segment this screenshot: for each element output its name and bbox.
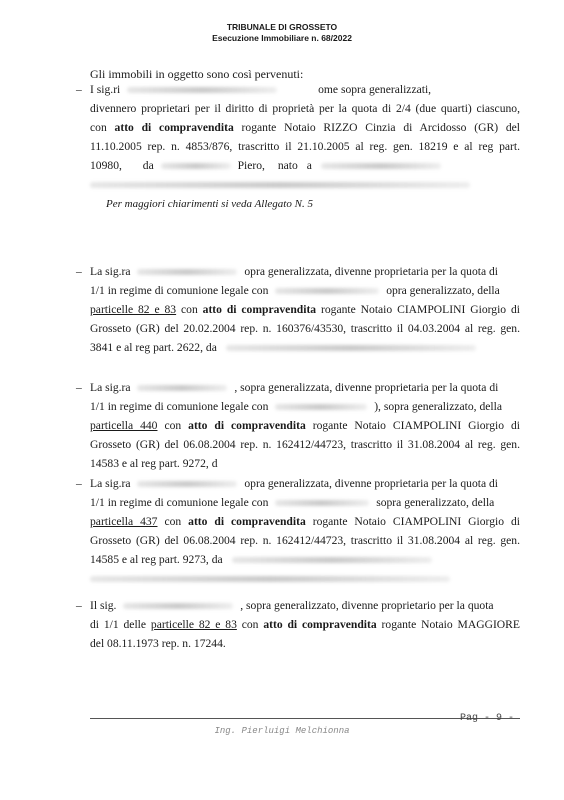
parcel-reference: particella 437: [90, 515, 158, 528]
item-text: La sig.ra: [90, 381, 131, 394]
item-text: , sopra generalizzata, divenne proprietaria per la quota di: [234, 381, 499, 394]
item-text: Grosseto (GR) del 20.02.2004 rep. n. 160376/43530, trascritto il 04.03.2004 al reg. gen.: [90, 322, 520, 335]
redacted-text: [275, 404, 367, 410]
item-text: con: [164, 419, 182, 432]
item-text: 10980,: [90, 159, 122, 172]
redacted-text: [137, 385, 227, 391]
item-text: opra generalizzato, della: [386, 284, 500, 297]
redacted-text: [275, 288, 379, 294]
author-signature: Ing. Pierluigi Melchionna: [214, 726, 350, 736]
provenance-item-2: [76, 262, 520, 357]
intro-text: Gli immobili in oggetto sono così pervenuti:: [90, 67, 304, 81]
court-name: TRIBUNALE DI GROSSETO: [226, 22, 338, 32]
bullet: –: [76, 265, 82, 278]
item-text: 1/1 in regime di comunione legale con: [90, 284, 269, 297]
parcel-reference: particelle 82 e 83: [150, 618, 237, 631]
item-text: ), sopra generalizzato, della: [374, 400, 502, 413]
item-text: rogante Notaio CIAMPOLINI Giorgio di: [312, 515, 520, 528]
item-text: 11.10.2005 rep. n. 4853/876, trascritto il 21.10.2005 al reg. gen. 18219 e al reg part.: [90, 140, 520, 153]
redacted-text: [226, 345, 476, 351]
item-text: a: [306, 159, 312, 172]
item-text: I sig.ri: [90, 83, 121, 96]
redacted-text: [123, 603, 233, 609]
redacted-text: [137, 269, 237, 275]
item-text: di 1/1 delle: [90, 618, 147, 631]
parcel-reference: particella 440: [90, 419, 158, 432]
bullet: –: [76, 381, 82, 394]
item-text: Grosseto (GR) del 06.08.2004 rep. n. 162412/44723, trascritto il 31.08.2004 al reg. gen.: [90, 534, 520, 547]
redacted-text: [137, 481, 237, 487]
item-text: rogante Notaio CIAMPOLINI Giorgio di: [321, 303, 520, 316]
item-text: da: [142, 159, 154, 172]
parcel-reference: particelle 82 e 83: [90, 303, 177, 316]
item-text: 14585 e al reg part. 9273, da: [90, 553, 223, 566]
item-text: 1/1 in regime di comunione legale con: [90, 400, 269, 413]
bullet: –: [76, 599, 82, 612]
item-text: con: [164, 515, 182, 528]
provenance-item-3: [76, 378, 520, 473]
item-text: del 08.11.1973 rep. n. 17244.: [90, 637, 226, 650]
item-text: divennero proprietari per il diritto di proprietà per la quota di 2/4 (due quarti) ciascuno,: [90, 102, 520, 115]
item-text: Piero,: [237, 159, 265, 172]
deed-type: atto di compravendita: [263, 618, 377, 631]
deed-type: atto di compravendita: [202, 303, 317, 316]
item-text: sopra generalizzato, della: [376, 496, 495, 509]
redacted-text: [275, 500, 369, 506]
item-text: rogante Notaio CIAMPOLINI Giorgio di: [312, 419, 520, 432]
item-text: Grosseto (GR) del 06.08.2004 rep. n. 162412/44723, trascritto il 31.08.2004 al reg. gen.: [90, 438, 520, 451]
redacted-text: [321, 163, 441, 169]
provenance-item-4: [76, 474, 520, 588]
item-text: Il sig.: [90, 599, 117, 612]
item-text: opra generalizzata, divenne proprietaria per la quota di: [244, 477, 499, 490]
item-text: opra generalizzata, divenne proprietaria per la quota di: [244, 265, 499, 278]
item-text: con: [241, 618, 259, 631]
redacted-text: [127, 87, 277, 93]
deed-type: atto di compravendita: [188, 419, 306, 432]
deed-type: atto di compravendita: [188, 515, 306, 528]
item-text: con: [181, 303, 198, 316]
item-text: con: [90, 121, 107, 134]
document-header: [0, 22, 564, 44]
item-text: 3841 e al reg part. 2622, da: [90, 341, 217, 354]
footer-divider: [90, 718, 520, 719]
item-text: ome sopra generalizzati,: [318, 83, 432, 96]
page-number: Pag - 9 -: [459, 713, 514, 724]
item-text: 14583 e al reg part. 9272, d: [90, 457, 218, 470]
redacted-text: [90, 182, 470, 188]
provenance-item-5: [76, 596, 520, 653]
deed-type: atto di compravendita: [114, 121, 234, 134]
item-text: nato: [277, 159, 298, 172]
bullet: –: [76, 83, 82, 96]
bullet: –: [76, 477, 82, 490]
provenance-item-1: [76, 80, 521, 194]
redacted-text: [90, 576, 450, 582]
annex-reference: Per maggiori chiarimenti si veda Allegato N. 5: [106, 198, 313, 210]
item-text: 1/1 in regime di comunione legale con: [90, 496, 269, 509]
item-text: , sopra generalizzato, divenne proprietario per la quota: [240, 599, 494, 612]
redacted-text: [161, 163, 231, 169]
item-text: rogante Notaio RIZZO Cinzia di Arcidosso (GR) del: [241, 121, 521, 134]
item-text: rogante Notaio MAGGIORE: [381, 618, 520, 631]
case-number: Esecuzione Immobiliare n. 68/2022: [212, 33, 352, 43]
item-text: La sig.ra: [90, 477, 131, 490]
redacted-text: [232, 557, 432, 563]
item-text: La sig.ra: [90, 265, 131, 278]
